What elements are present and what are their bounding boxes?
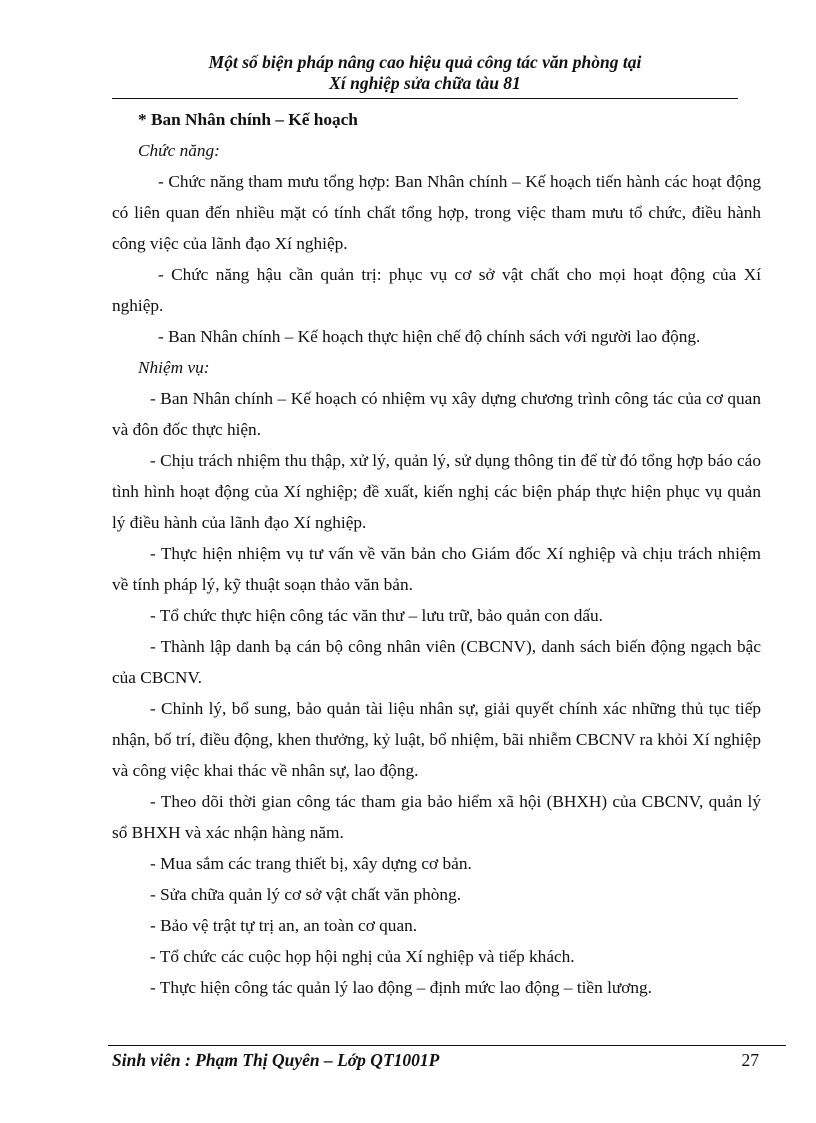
duty-item: - Mua sắm các trang thiết bị, xây dựng cơ bản. xyxy=(150,854,472,873)
duties-heading: Nhiệm vụ: xyxy=(138,358,210,377)
page-body xyxy=(112,104,761,1003)
functions-heading: Chức năng: xyxy=(138,141,220,160)
function-item: - Chức năng tham mưu tổng hợp: Ban Nhân chính – Kế hoạch tiến hành các hoạt động có liên quan đến nhiều mặt có tính chất tổng hợp, trong việc tham mưu tổ chức, điều hành công việc của lãnh đạo Xí nghiệp. xyxy=(112,172,761,253)
header-divider xyxy=(112,98,738,99)
duty-item: - Theo dõi thời gian công tác tham gia bảo hiểm xã hội (BHXH) của CBCNV, quản lý sổ BHXH và xác nhận hàng năm. xyxy=(112,792,761,842)
running-header xyxy=(112,52,738,94)
duty-item: - Thành lập danh bạ cán bộ công nhân viên (CBCNV), danh sách biến động ngạch bậc của CBCNV. xyxy=(112,637,761,687)
duty-item: - Sửa chữa quản lý cơ sở vật chất văn phòng. xyxy=(150,885,462,904)
duty-item: - Tổ chức thực hiện công tác văn thư – lưu trữ, bảo quản con dấu. xyxy=(150,606,603,625)
duty-item: - Bảo vệ trật tự trị an, an toàn cơ quan. xyxy=(150,916,418,935)
header-line-2: Xí nghiệp sửa chữa tàu 81 xyxy=(329,73,521,93)
duty-item: - Ban Nhân chính – Kế hoạch có nhiệm vụ xây dựng chương trình công tác của cơ quan và đôn đốc thực hiện. xyxy=(112,389,761,439)
duty-item: - Thực hiện nhiệm vụ tư vấn về văn bản cho Giám đốc Xí nghiệp và chịu trách nhiệm về tính pháp lý, kỹ thuật soạn thảo văn bản. xyxy=(112,544,761,594)
function-item: - Chức năng hậu cần quản trị: phục vụ cơ sở vật chất cho mọi hoạt động của Xí nghiệp. xyxy=(112,265,761,315)
page-number: 27 xyxy=(741,1050,759,1070)
duty-item: - Tổ chức các cuộc họp hội nghị của Xí nghiệp và tiếp khách. xyxy=(150,947,575,966)
function-item: - Ban Nhân chính – Kế hoạch thực hiện chế độ chính sách với người lao động. xyxy=(158,327,701,346)
section-title: * Ban Nhân chính – Kế hoạch xyxy=(138,110,358,129)
duty-item: - Thực hiện công tác quản lý lao động – định mức lao động – tiền lương. xyxy=(150,978,652,997)
footer-divider xyxy=(108,1045,786,1046)
header-line-1: Một số biện pháp nâng cao hiệu quả công tác văn phòng tại xyxy=(208,52,642,72)
footer-student: Sinh viên : Phạm Thị Quyên – Lớp QT1001P xyxy=(112,1050,440,1070)
duty-item: - Chịu trách nhiệm thu thập, xử lý, quản lý, sử dụng thông tin để từ đó tổng hợp báo cáo tình hình hoạt động của Xí nghiệp; đề xuất, kiến nghị các biện pháp thực hiện phục vụ quản lý điều hành của lãnh đạo Xí nghiệp. xyxy=(112,451,761,532)
duty-item: - Chỉnh lý, bổ sung, bảo quản tài liệu nhân sự, giải quyết chính xác những thủ tục tiếp nhận, bố trí, điều động, khen thưởng, kỷ luật, bổ nhiệm, bãi nhiễm CBCNV ra khỏi Xí nghiệp và công việc khai thác về nhân sự, lao động. xyxy=(112,699,761,780)
